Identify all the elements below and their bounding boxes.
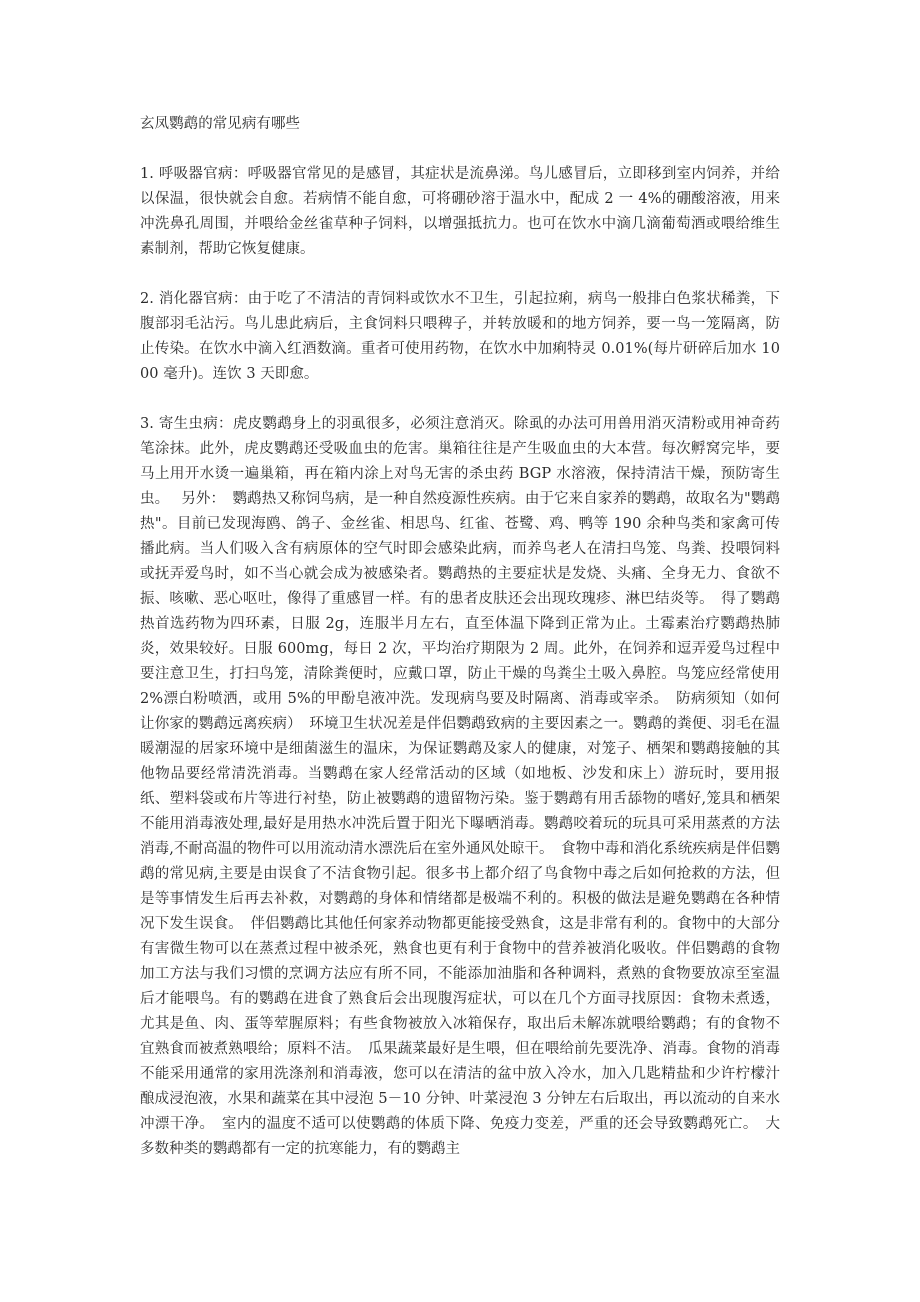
document-title: 玄凤鹦鹉的常见病有哪些 [140,116,301,132]
document-page [140,112,780,1162]
paragraph-digestive: 2. 消化器官病：由于吃了不清洁的青饲料或饮水不卫生，引起拉痢，病鸟一般排白色浆状稀粪，下腹部羽毛沾污。鸟儿患此病后，主食饲料只喂稗子，并转放暖和的地方饲养，要一鸟一笼隔离，防止传染。在饮水中滴入红酒数滴。重者可使用药物，在饮水中加痢特灵 0.01%(每片研碎后加水 1000 毫升)。连饮 3 天即愈。 [140,291,780,382]
paragraph-parasites: 3. 寄生虫病：虎皮鹦鹉身上的羽虱很多，必须注意消灭。除虱的办法可用兽用消灭清粉或用神奇药笔涂抹。此外，虎皮鹦鹉还受吸血虫的危害。巢箱往往是产生吸血虫的大本营。每次孵窝完毕，要马上用开水烫一遍巢箱，再在箱内涂上对鸟无害的杀虫药 BGP 水溶液，保持清洁干燥，预防寄生虫。 另外： 鹦鹉热又称饲鸟病，是一种自然疫源性疾病。由于它来自家养的鹦鹉，故取名为"鹦鹉热"。目前已发现海鸥、鸽子、金丝雀、相思鸟、红雀、苍鹭、鸡、鸭等 190 余种鸟类和家禽可传播此病。当人们吸入含有病原体的空气时即会感染此病，而养鸟老人在清扫鸟笼、鸟粪、投喂饲料或抚弄爱鸟时，如不当心就会成为被感染者。鹦鹉热的主要症状是发烧、头痛、全身无力、食欲不振、咳嗽、恶心呕吐，像得了重感冒一样。有的患者皮肤还会出现玫瑰疹、淋巴结炎等。 得了鹦鹉热首选药物为四环素，日服 2g，连服半月左右，直至体温下降到正常为止。土霉素治疗鹦鹉热肺炎，效果较好。日服 600mg，每日 2 次，平均治疗期限为 2 周。此外，在饲养和逗弄爱鸟过程中要注意卫生，打扫鸟笼，清除粪便时，应戴口罩，防止干燥的鸟粪尘土吸入鼻腔。鸟笼应经常使用 2%漂白粉喷洒，或用 5%的甲酚皂液冲洗。发现病鸟要及时隔离、消毒或宰杀。 防病须知（如何让你家的鹦鹉远离疾病） 环境卫生状况差是伴侣鹦鹉致病的主要因素之一。鹦鹉的粪便、羽毛在温暖潮湿的居家环境中是细菌滋生的温床，为保证鹦鹉及家人的健康，对笼子、栖架和鹦鹉接触的其他物品要经常清洗消毒。当鹦鹉在家人经常活动的区域（如地板、沙发和床上）游玩时，要用报纸、塑料袋或布片等进行衬垫，防止被鹦鹉的遗留物污染。鉴于鹦鹉有用舌舔物的嗜好,笼具和栖架不能用消毒液处理,最好是用热水冲洗后置于阳光下曝晒消毒。鹦鹉咬着玩的玩具可采用蒸煮的方法消毒,不耐高温的物件可以用流动清水漂洗后在室外通风处晾干。 食物中毒和消化系统疾病是伴侣鹦鹉的常见病,主要是由误食了不洁食物引起。很多书上都介绍了鸟食物中毒之后如何抢救的方法，但是等事情发生后再去补救，对鹦鹉的身体和情绪都是极端不利的。积极的做法是避免鹦鹉在各种情况下发生误食。 伴侣鹦鹉比其他任何家养动物都更能接受熟食，这是非常有利的。食物中的大部分有害微生物可以在蒸煮过程中被杀死，熟食也更有利于食物中的营养被消化吸收。伴侣鹦鹉的食物加工方法与我们习惯的烹调方法应有所不同，不能添加油脂和各种调料，煮熟的食物要放凉至室温后才能喂鸟。有的鹦鹉在进食了熟食后会出现腹泻症状，可以在几个方面寻找原因：食物未煮透，尤其是鱼、肉、蛋等荤腥原料；有些食物被放入冰箱保存，取出后未解冻就喂给鹦鹉；有的食物不宜熟食而被煮熟喂给；原料不洁。 瓜果蔬菜最好是生喂，但在喂给前先要洗净、消毒。食物的消毒不能采用通常的家用洗涤剂和消毒液，您可以在清洁的盆中放入冷水，加入几匙精盐和少许柠檬汁酿成浸泡液，水果和蔬菜在其中浸泡 5－10 分钟、叶菜浸泡 3 分钟左右后取出，再以流动的自来水冲漂干净。 室内的温度不适可以使鹦鹉的体质下降、免疫力变差，严重的还会导致鹦鹉死亡。 大多数种类的鹦鹉都有一定的抗寒能力，有的鹦鹉主 [140,416,780,1157]
paragraph-respiratory: 1. 呼吸器官病：呼吸器官常见的是感冒，其症状是流鼻涕。鸟儿感冒后，立即移到室内饲养，并给以保温，很快就会自愈。若病情不能自愈，可将硼砂溶于温水中，配成 2 一 4%的硼酸溶液，用来冲洗鼻孔周围，并喂给金丝雀草种子饲料，以增强抵抗力。也可在饮水中滴几滴葡萄酒或喂给维生素制剂，帮助它恢复健康。 [140,166,780,257]
